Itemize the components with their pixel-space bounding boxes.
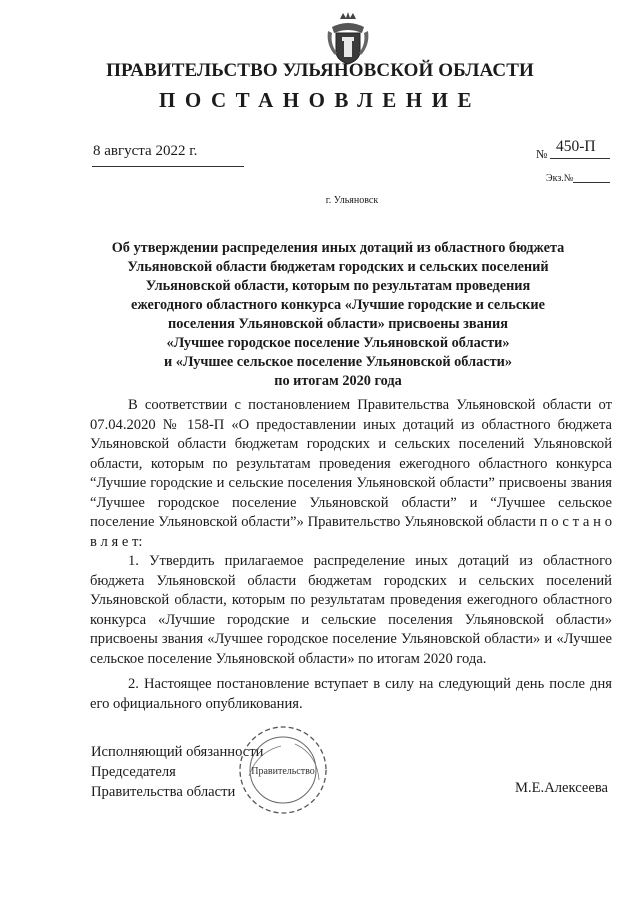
subject-line: поселения Ульяновской области» присвоены звания bbox=[167, 316, 508, 332]
subject-line: Об утверждении распределения иных дотаций из областного бюджета bbox=[111, 240, 565, 256]
official-stamp-icon bbox=[237, 724, 329, 816]
signatory-position-line: Правительства области bbox=[91, 784, 236, 800]
document-type: ПОСТАНОВЛЕНИЕ bbox=[159, 88, 481, 112]
government-title: ПРАВИТЕЛЬСТВО УЛЬЯНОВСКОЙ ОБЛАСТИ bbox=[106, 60, 534, 81]
copy-number-underline bbox=[573, 182, 610, 183]
signatory-position-line: Председателя bbox=[91, 764, 176, 780]
item-1-paragraph: 1. Утвердить прилагаемое распределение иных дотаций из областного бюджета Ульяновской области бюджетам городских и сельских поселений Ульяновской области, которым по результатам проведения ежегодного областного конкурса «Лучшие городские и сельские поселения Ульяновской области» присвоены звания «Лучшее городское поселение Ульяновской области» и «Лучшее сельское поселение Ульяновской области» по итогам 2020 года. bbox=[90, 553, 612, 667]
stamp-text: Правительство bbox=[251, 766, 315, 777]
coat-of-arms-icon bbox=[326, 11, 370, 65]
document-subject bbox=[96, 239, 580, 391]
signer-name: М.Е.Алексеева bbox=[515, 780, 608, 796]
subject-line: и «Лучшее сельское поселение Ульяновской области» bbox=[163, 354, 513, 370]
subject-line: по итогам 2020 года bbox=[274, 373, 402, 389]
subject-line: ежегодного областного конкурса «Лучшие городские и сельские bbox=[130, 297, 545, 313]
item-2-paragraph: 2. Настоящее постановление вступает в силу на следующий день после дня его официального опубликования. bbox=[90, 676, 612, 712]
subject-line: «Лучшее городское поселение Ульяновской области» bbox=[166, 335, 510, 351]
document-number: 450-П bbox=[556, 138, 596, 155]
subject-line: Ульяновской области, которым по результатам проведения bbox=[145, 278, 531, 294]
subject-line: Ульяновской области бюджетам городских и сельских поселений bbox=[127, 259, 549, 275]
city: г. Ульяновск bbox=[325, 195, 379, 206]
document-date: 8 августа 2022 г. bbox=[93, 143, 198, 159]
document-body bbox=[90, 396, 612, 720]
signatory-position-line: Исполняющий обязанности bbox=[91, 744, 264, 760]
number-label: № bbox=[536, 147, 548, 161]
copy-number-label: Экз.№ bbox=[546, 173, 574, 184]
number-underline bbox=[550, 158, 610, 159]
preamble-paragraph: В соответствии с постановлением Правительства Ульяновской области от 07.04.2020 № 158-П «О предоставлении иных дотаций из областного бюджета Ульяновской области бюджетам городских и сельских поселений Ульяновской области, которым по результатам проведения ежегодного областного конкурса “Лучшие городские и сельские поселения Ульяновской области” присвоены звания “Лучшее городское поселение Ульяновской области” и “Лучшее сельское поселение Ульяновской области”» Правительство Ульяновской области п о с т а н о в л я е т: bbox=[90, 397, 612, 550]
date-underline bbox=[92, 166, 244, 167]
